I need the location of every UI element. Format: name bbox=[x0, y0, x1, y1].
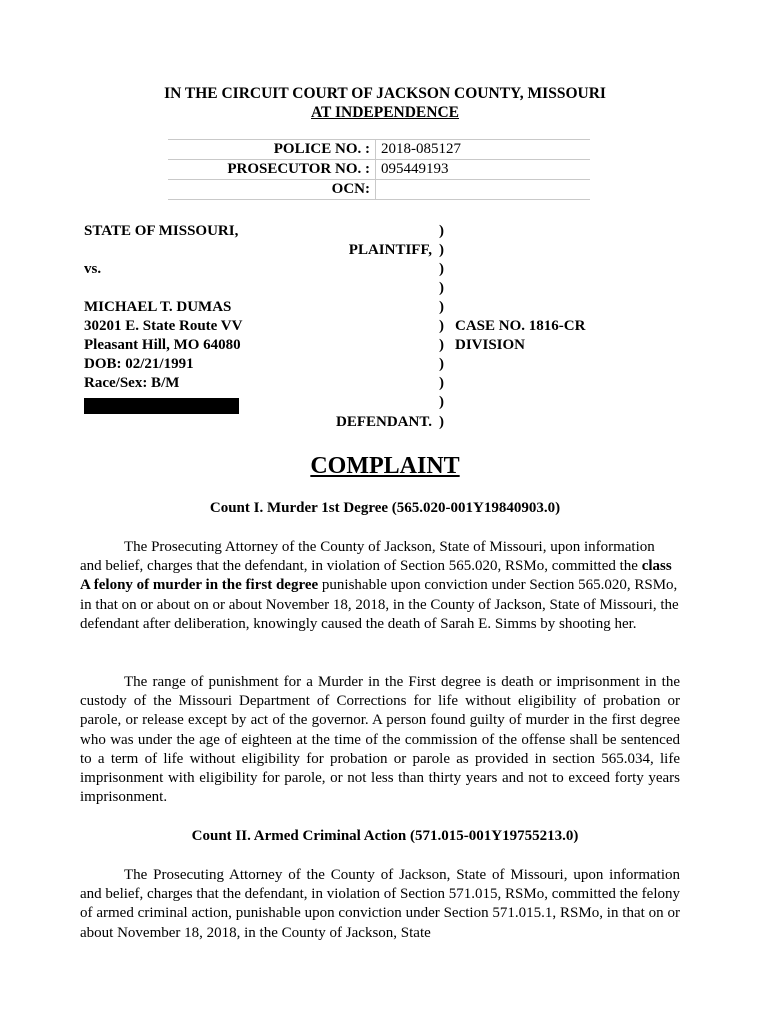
title-wrap bbox=[0, 452, 770, 480]
police-no-label: POLICE NO. : bbox=[168, 140, 376, 160]
court-location: AT INDEPENDENCE bbox=[311, 104, 459, 121]
vs-label: vs. bbox=[84, 261, 102, 277]
court-location-wrap bbox=[0, 103, 770, 122]
caption-paren: ) bbox=[439, 261, 444, 277]
count-1-text-a: The Prosecuting Attorney of the County of Jackson, State of Missouri, upon information and belief, charges that the defendant, in violation of Section 565.020, RSMo, committed the bbox=[80, 539, 655, 575]
defendant-race-sex: Race/Sex: B/M bbox=[84, 375, 180, 391]
count-2-paragraph-1 bbox=[80, 866, 680, 943]
court-name: IN THE CIRCUIT COURT OF JACKSON COUNTY, MISSOURI bbox=[164, 85, 606, 102]
caption-paren: ) bbox=[439, 375, 444, 391]
defendant-address: 30201 E. State Route VV bbox=[84, 318, 243, 334]
caption-paren: ) bbox=[439, 242, 444, 258]
division: DIVISION bbox=[455, 337, 526, 353]
count-1-paragraph-1 bbox=[80, 538, 680, 634]
prosecutor-no-label: PROSECUTOR NO. : bbox=[168, 160, 376, 180]
count-2-text: The Prosecuting Attorney of the County of Jackson, State of Missouri, upon information and belief, charges that the defendant, in violation of Section 571.015, RSMo, committed the felony of armed criminal action, punishable upon conviction under Section 571.015.1, RSMo, in that on or about November 18, 2018, in the County of Jackson, State bbox=[80, 867, 681, 941]
caption-paren: ) bbox=[439, 223, 444, 239]
table-row bbox=[168, 140, 590, 160]
ocn-label: OCN: bbox=[168, 180, 376, 200]
plaintiff-name: STATE OF MISSOURI, bbox=[84, 223, 239, 239]
caption-paren: ) bbox=[439, 318, 444, 334]
prosecutor-no-value: 095449193 bbox=[376, 160, 591, 180]
defendant-city: Pleasant Hill, MO 64080 bbox=[84, 337, 241, 353]
defendant-name: MICHAEL T. DUMAS bbox=[84, 299, 232, 315]
police-no-value: 2018-085127 bbox=[376, 140, 591, 160]
caption-paren: ) bbox=[439, 394, 444, 410]
table-row bbox=[168, 160, 590, 180]
table-row bbox=[168, 180, 590, 200]
ocn-value bbox=[376, 180, 591, 200]
defendant-dob: DOB: 02/21/1991 bbox=[84, 356, 194, 372]
count-1-heading: Count I. Murder 1st Degree (565.020-001Y19840903.0) bbox=[209, 500, 561, 516]
caption-paren: ) bbox=[439, 337, 444, 353]
count-1-text-b: punishable upon conviction under Section 565.020, RSMo, in that on or about on or about November 18, 2018, in the County of Jackson, State of Missouri, the defendant after deliberation, knowingly caused the death of Sarah E. Simms by shooting her. bbox=[80, 577, 679, 632]
caption-paren: ) bbox=[439, 356, 444, 372]
caption-paren: ) bbox=[439, 280, 444, 296]
count-2-heading: Count II. Armed Criminal Action (571.015-001Y19755213.0) bbox=[191, 828, 579, 844]
redaction-bar bbox=[84, 398, 239, 414]
caption-paren: ) bbox=[439, 414, 444, 430]
count-1-paragraph-2 bbox=[80, 673, 680, 807]
caption-paren: ) bbox=[439, 299, 444, 315]
case-numbers-table bbox=[168, 139, 590, 200]
case-number: CASE NO. 1816-CR bbox=[455, 318, 586, 334]
count-1-charge: class A felony of murder in the first degree bbox=[80, 558, 672, 594]
document-title: COMPLAINT bbox=[310, 453, 460, 479]
plaintiff-label: PLAINTIFF, bbox=[348, 242, 432, 258]
punishment-range-text: The range of punishment for a Murder in the First degree is death or imprisonment in the custody of the Missouri Department of Corrections for life without eligibility of probation or parole, or release except by act of the governor. A person found guilty of murder in the first degree who was under the age of eighteen at the time of the commission of the offense shall be sentenced to a term of life without eligibility for probation or parole as provided in section 565.034, life imprisonment with eligibility for parole, or not less than thirty years and not to exceed forty years imprisonment. bbox=[80, 674, 680, 806]
defendant-label: DEFENDANT. bbox=[336, 414, 432, 430]
